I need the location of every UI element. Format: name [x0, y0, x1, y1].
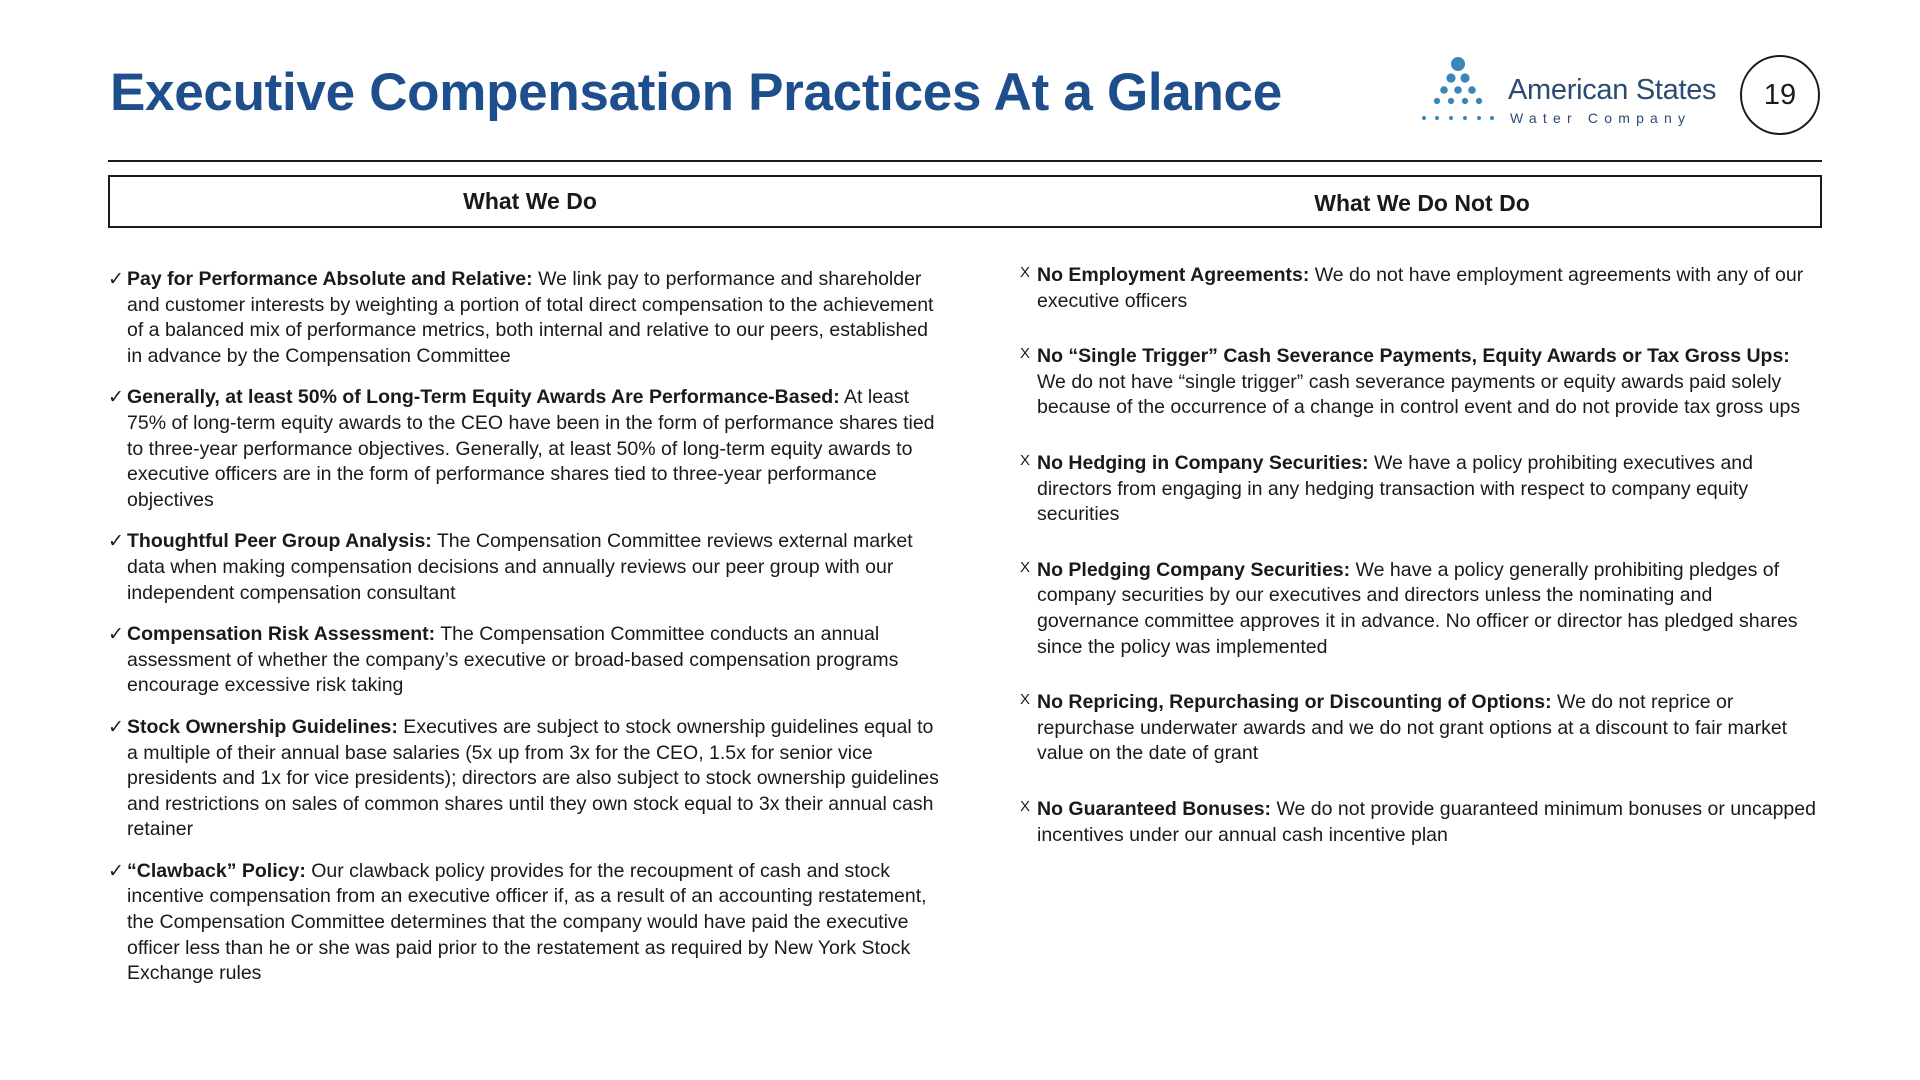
item-title: No Employment Agreements:: [1037, 264, 1310, 286]
list-item: [1018, 690, 1818, 767]
x-icon: X: [1020, 558, 1031, 576]
item-text: We do not provide guaranteed minimum bonuses or uncapped incentives under our annual cash incentive plan: [1037, 797, 1816, 846]
list-item: [108, 267, 948, 369]
x-icon: X: [1020, 345, 1031, 363]
item-text: We do not have employment agreements with any of our executive officers: [1037, 264, 1804, 312]
item-title: Thoughtful Peer Group Analysis:: [127, 530, 432, 553]
page-number-badge: [1740, 55, 1820, 135]
item-title: No Hedging in Company Securities:: [1037, 451, 1369, 474]
item-text: Our clawback policy provides for the recoupment of cash and stock incentive compensation from an executive officer if, as a result of an accounting restatement, the Compensation Committee determines that the company would have paid the executive officer less than he or she was paid prior to the restatement as required by New York Stock Exchange rules: [127, 859, 927, 985]
item-title: No Repricing, Repurchasing or Discounting of Options:: [1037, 691, 1552, 714]
check-icon: ✓: [108, 269, 124, 290]
what-we-do-heading: What We Do: [463, 188, 597, 214]
item-text: We do not reprice or repurchase underwater awards and we do not grant options at a discount to fair market value on the date of grant: [1037, 691, 1788, 765]
list-item: [108, 529, 948, 606]
item-text: We have a policy generally prohibiting pledges of company securities by our executives and directors unless the nominating and governance committee approves it in advance. No officer or director has pledged shares since the policy was implemented: [1037, 558, 1798, 658]
item-title: No Pledging Company Securities:: [1037, 558, 1351, 581]
logo-company-subtitle: Water Company: [1510, 110, 1692, 126]
list-item: [1018, 263, 1818, 314]
check-icon: ✓: [108, 716, 124, 738]
list-item: [108, 385, 948, 513]
x-icon: X: [1020, 797, 1031, 815]
list-item: [1018, 797, 1818, 848]
item-text: At least 75% of long-term equity awards to the CEO have been in the form of performance shares tied to three-year performance objectives. Generally, at least 50% of long-term equity awards to executive officers are in the form of performance shares tied to three-year performance objectives: [127, 386, 935, 511]
check-icon: ✓: [108, 387, 124, 409]
item-title: No “Single Trigger” Cash Severance Payments, Equity Awards or Tax Gross Ups:: [1037, 345, 1790, 368]
company-logo: [1418, 56, 1718, 136]
x-icon: X: [1020, 451, 1031, 469]
list-item: [1018, 344, 1818, 421]
item-title: No Guaranteed Bonuses:: [1037, 797, 1272, 820]
list-item: [1018, 451, 1818, 528]
logo-company-name: American States: [1508, 74, 1717, 106]
check-icon: ✓: [108, 531, 124, 553]
page-number: 19: [1763, 78, 1797, 111]
title-divider: [108, 160, 1822, 162]
water-drops-logo-icon: [1418, 56, 1508, 128]
item-text: The Compensation Committee reviews external market data when making compensation decisions and annually reviews our peer group with our independent compensation consultant: [127, 530, 913, 604]
item-title: Generally, at least 50% of Long-Term Equity Awards Are Performance-Based:: [127, 386, 840, 409]
item-title: Compensation Risk Assessment:: [127, 623, 436, 646]
item-title: Stock Ownership Guidelines:: [127, 715, 398, 738]
list-item: [108, 715, 948, 843]
list-item: [1018, 558, 1818, 660]
what-we-do-not-do-heading: What We Do Not Do: [1314, 190, 1530, 216]
item-text: We link pay to performance and shareholder and customer interests by weighting a portion of total direct compensation to the achievement of a balanced mix of performance metrics, both internal and relative to our peers, established in advance by the Compensation Committee: [127, 268, 934, 367]
item-title: “Clawback” Policy:: [127, 859, 306, 882]
item-title: Pay for Performance Absolute and Relative:: [127, 268, 533, 290]
column-header-box: [108, 175, 1822, 228]
list-item: [108, 622, 948, 699]
check-icon: ✓: [108, 624, 124, 646]
what-we-do-list: [108, 267, 948, 1003]
item-text: The Compensation Committee conducts an annual assessment of whether the company’s executive or broad-based compensation programs encourage excessive risk taking: [127, 623, 899, 697]
item-text: We do not have “single trigger” cash severance payments or equity awards paid solely because of the occurrence of a change in control event and do not provide tax gross ups: [1037, 370, 1801, 419]
page-title: Executive Compensation Practices At a Glance: [110, 63, 1282, 122]
x-icon: X: [1020, 264, 1031, 281]
x-icon: X: [1020, 691, 1031, 709]
list-item: [108, 859, 948, 987]
what-we-do-not-do-list: [1018, 263, 1818, 878]
item-text: Executives are subject to stock ownership guidelines equal to a multiple of their annual base salaries (5x up from 3x for the CEO, 1.5x for senior vice presidents and 1x for vice presidents); directors are also subject to stock ownership guidelines and restrictions on sales of common shares until they own stock equal to 3x their annual cash retainer: [127, 715, 939, 841]
check-icon: ✓: [108, 860, 124, 882]
item-text: We have a policy prohibiting executives and directors from engaging in any hedging transaction with respect to company equity securities: [1037, 451, 1753, 526]
